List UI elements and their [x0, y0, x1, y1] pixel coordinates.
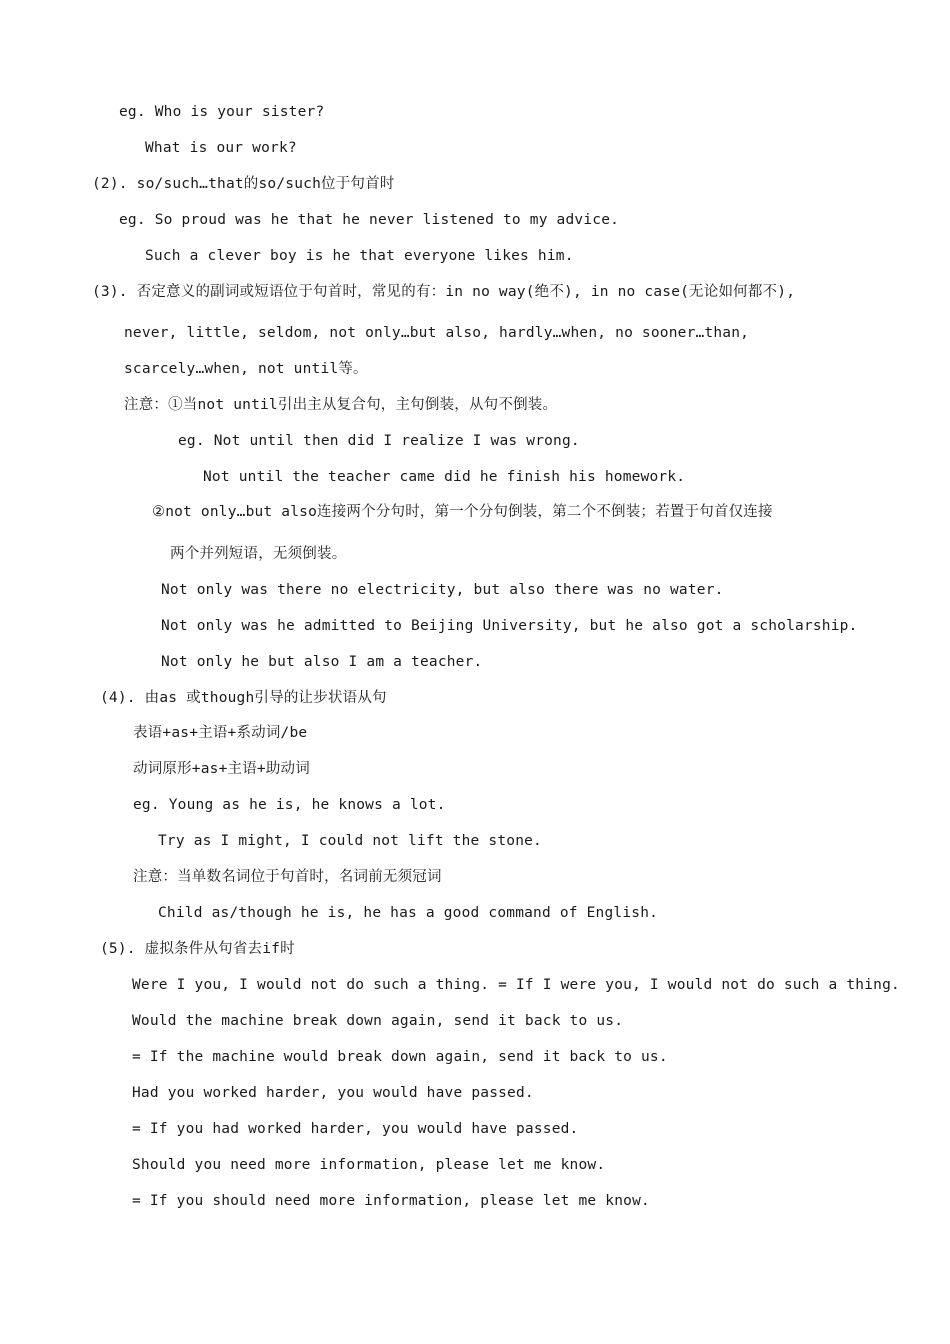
example-line: Would the machine break down again, send it back to us. — [132, 1013, 624, 1029]
example-line: = If you had worked harder, you would have passed. — [132, 1121, 579, 1137]
example-line: Should you need more information, please let me know. — [132, 1157, 606, 1173]
example-line: Not only he but also I am a teacher. — [161, 654, 483, 670]
section-heading: (5). 虚拟条件从句省去if时 — [100, 941, 295, 957]
note-line: 两个并列短语，无须倒装。 — [170, 546, 347, 562]
example-line: Were I you, I would not do such a thing. = If I were you, I would not do such a thing. — [132, 977, 900, 993]
paragraph-line: never, little, seldom, not only…but also, hardly…when, no sooner…than, — [124, 325, 750, 341]
section-heading: (2). so/such…that的so/such位于句首时 — [92, 176, 395, 192]
example-line: Not until the teacher came did he finish his homework. — [203, 469, 686, 485]
example-line: = If you should need more information, please let me know. — [132, 1193, 650, 1209]
example-line: eg. So proud was he that he never listened to my advice. — [119, 212, 620, 228]
section-heading: (3). 否定意义的副词或短语位于句首时，常见的有：in no way(绝不), in no case(无论如何都不), — [92, 284, 796, 300]
example-line: What is our work? — [145, 140, 297, 156]
pattern-line: 动词原形+as+主语+助动词 — [133, 761, 310, 777]
example-line: = If the machine would break down again, send it back to us. — [132, 1049, 668, 1065]
example-line: eg. Who is your sister? — [119, 104, 325, 120]
note-line: ②not only…but also连接两个分句时，第一个分句倒装，第二个不倒装；若置于句首仅连接 — [152, 504, 773, 520]
section-heading: (4). 由as 或though引导的让步状语从句 — [100, 690, 387, 706]
note-line: 注意：当单数名词位于句首时，名词前无须冠词 — [133, 869, 442, 885]
pattern-line: 表语+as+主语+系动词/be — [133, 725, 308, 741]
example-line: eg. Young as he is, he knows a lot. — [133, 797, 446, 813]
paragraph-line: scarcely…when, not until等。 — [124, 361, 368, 377]
example-line: Had you worked harder, you would have passed. — [132, 1085, 534, 1101]
example-line: Not only was there no electricity, but also there was no water. — [161, 582, 724, 598]
example-line: Not only was he admitted to Beijing University, but he also got a scholarship. — [161, 618, 858, 634]
example-line: eg. Not until then did I realize I was wrong. — [178, 433, 580, 449]
example-line: Child as/though he is, he has a good command of English. — [158, 905, 659, 921]
note-line: 注意：①当not until引出主从复合句，主句倒装，从句不倒装。 — [124, 397, 558, 413]
example-line: Try as I might, I could not lift the stone. — [158, 833, 542, 849]
example-line: Such a clever boy is he that everyone likes him. — [145, 248, 574, 264]
